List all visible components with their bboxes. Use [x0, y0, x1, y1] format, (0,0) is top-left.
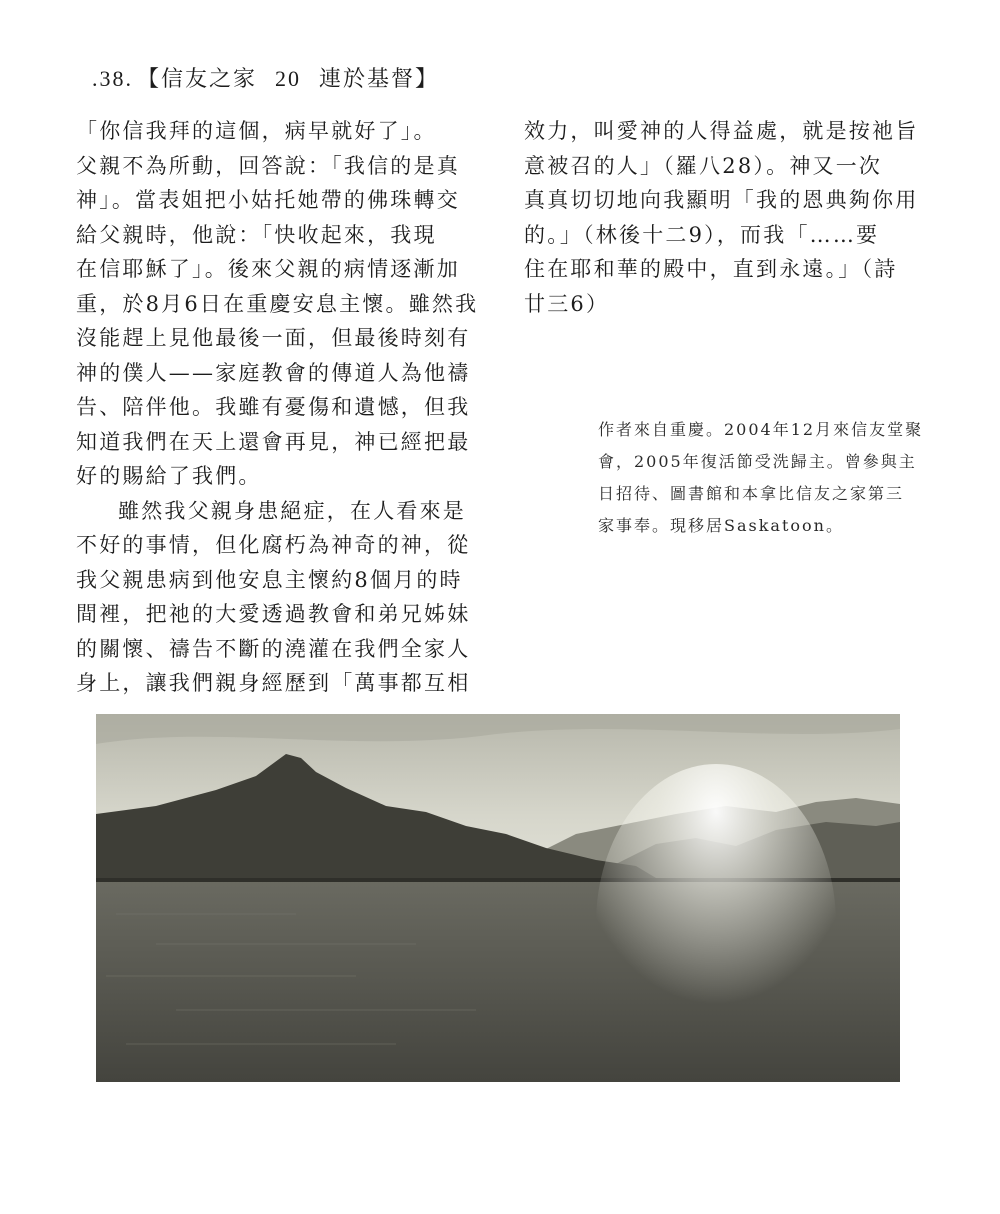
sun-glare — [596, 764, 836, 1082]
article-title: 連於基督 — [319, 67, 416, 92]
text-line: 沒能趕上見他最後一面，但最後時刻有 — [76, 326, 471, 350]
header-close-bracket: 】 — [415, 67, 440, 92]
text-line: 重，於8月6日在重慶安息主懷。雖然我 — [76, 291, 479, 316]
bio-line: 日招待、圖書館和本拿比信友之家第三 — [598, 484, 905, 503]
text-line: 身上，讓我們親身經歷到「萬事都互相 — [76, 671, 471, 695]
paragraph — [76, 114, 480, 494]
text-line: 父親不為所動，回答說：「我信的是真 — [76, 153, 460, 178]
text-line: 給父親時，他說：「快收起來，我現 — [76, 222, 437, 247]
text-line: 好的賜給了我們。 — [76, 464, 262, 488]
paragraph — [76, 494, 480, 701]
text-line: 「你信我拜的這個，病早就好了」。 — [76, 119, 437, 143]
text-line: 我父親患病到他安息主懷約8個月的時 — [76, 567, 463, 592]
text-line: 在信耶穌了」。後來父親的病情逐漸加 — [76, 257, 460, 281]
paragraph — [524, 114, 928, 321]
right-text-column — [524, 114, 928, 321]
issue-number: 20 — [275, 66, 302, 91]
bio-line: 會，2005年復活節受洗歸主。曾參與主 — [598, 452, 917, 471]
text-line: 知道我們在天上還會再見，神已經把最 — [76, 429, 471, 454]
bio-line: 作者來自重慶。2004年12月來信友堂聚 — [598, 420, 924, 439]
text-line: 不好的事情，但化腐朽為神奇的神，從 — [76, 533, 471, 557]
lake-mountain-image — [96, 714, 900, 1082]
page-header — [92, 62, 439, 93]
text-line: 意被召的人」（羅八28）。神又一次 — [524, 153, 883, 178]
text-line: 間裡，把祂的大愛透過教會和弟兄姊妹 — [76, 602, 471, 626]
text-line: 廿三6） — [524, 291, 610, 316]
header-open-bracket: 【 — [137, 67, 162, 92]
text-line: 真真切切地向我顯明「我的恩典夠你用 — [524, 188, 919, 212]
page-number: .38. — [92, 66, 133, 91]
text-line: 住在耶和華的殿中，直到永遠。」（詩 — [524, 257, 898, 281]
text-line: 的。」（林後十二9），而我「……要 — [524, 222, 880, 247]
column-name: 信友之家 — [161, 67, 258, 92]
left-text-column — [76, 114, 480, 701]
text-line: 神」。當表姐把小姑托她帶的佛珠轉交 — [76, 188, 460, 212]
text-line: 雖然我父親身患絕症，在人看來是 — [118, 498, 466, 523]
bio-line: 家事奉。現移居Saskatoon。 — [598, 516, 844, 535]
text-line: 效力，叫愛神的人得益處，就是按祂旨 — [524, 119, 919, 143]
landscape-photo — [96, 714, 900, 1082]
author-bio — [598, 414, 938, 542]
text-line: 告、陪伴他。我雖有憂傷和遺憾，但我 — [76, 395, 471, 419]
text-line: 神的僕人——家庭教會的傳道人為他禱 — [76, 360, 471, 385]
text-line: 的關懷、禱告不斷的澆灌在我們全家人 — [76, 636, 471, 661]
